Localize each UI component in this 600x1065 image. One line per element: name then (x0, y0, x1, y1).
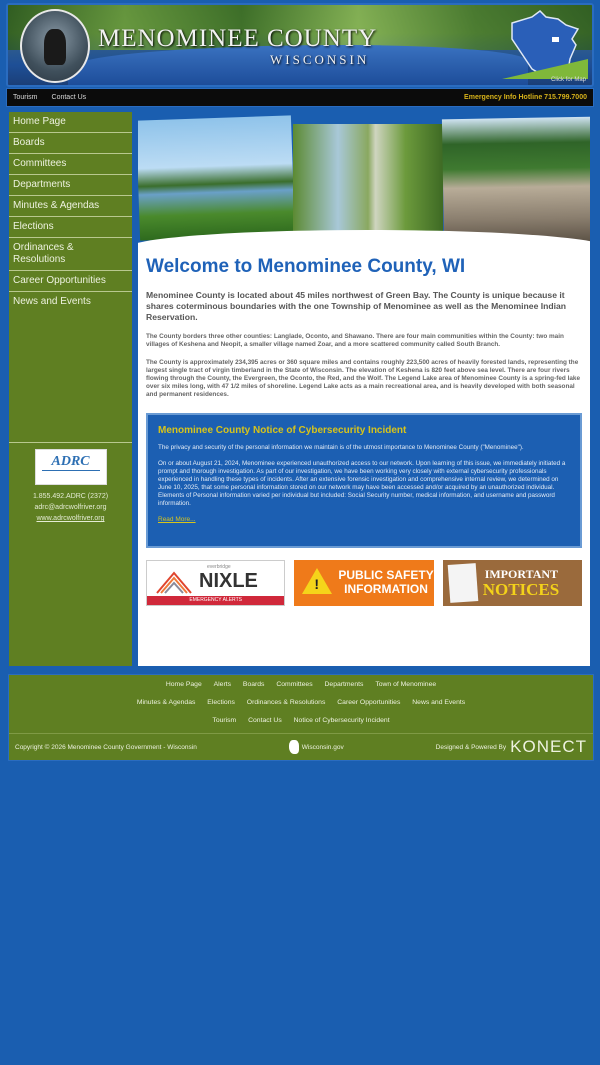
county-seal-logo[interactable] (20, 9, 90, 83)
footer-link-alerts[interactable]: Alerts (213, 681, 232, 688)
notice-paragraph-1: The privacy and security of the personal information we maintain is of the utmost importance to Menominee County ("Menominee"). (158, 444, 524, 451)
content-panel (138, 112, 590, 666)
lake-photo (138, 115, 295, 240)
page-title: Welcome to Menominee County, WI (146, 256, 466, 277)
footer-link-tourism[interactable]: Tourism (212, 717, 237, 724)
top-nav-tourism[interactable]: Tourism (13, 94, 38, 101)
adrc-block (9, 442, 132, 523)
footer-link-ordinances-resolutions[interactable]: Ordinances & Resolutions (246, 699, 326, 706)
nixle-brand: NIXLE (199, 570, 258, 592)
footer-link-contact-us[interactable]: Contact Us (248, 717, 282, 724)
sidebar-item-departments[interactable]: Departments (9, 175, 132, 196)
wisconsin-map-icon[interactable] (502, 9, 588, 79)
sidebar-item-news-events[interactable]: News and Events (13, 296, 91, 307)
footer-link-elections[interactable]: Elections (207, 699, 235, 706)
sidebar-item-career-opportunities[interactable]: Career Opportunities (9, 271, 132, 292)
page-wrapper (6, 3, 594, 761)
sidebar-item-committees[interactable]: Committees (9, 154, 132, 175)
footer-link-town-of-menominee[interactable]: Town of Menominee (375, 681, 437, 688)
adrc-logo-text: ADRC (51, 454, 90, 469)
designed-by-text: Designed & Powered By (435, 743, 507, 751)
promo-badges (146, 560, 582, 606)
notices-label: NOTICES (482, 580, 560, 599)
top-nav (6, 88, 594, 107)
footer-link-departments[interactable]: Departments (324, 681, 364, 688)
footer-link-minutes-agendas[interactable]: Minutes & Agendas (136, 699, 196, 706)
public-safety-text: PUBLIC SAFETY INFORMATION (338, 568, 434, 596)
footer-link-boards[interactable]: Boards (242, 681, 265, 688)
footer-nav-row-2 (9, 693, 593, 711)
wisconsin-gov-link[interactable]: Wisconsin.gov (289, 740, 344, 754)
footer-nav-row-3 (9, 711, 593, 729)
header-banner (6, 3, 594, 87)
sidebar-item-elections[interactable]: Elections (9, 217, 132, 238)
site-subtitle: WISCONSIN (270, 52, 370, 67)
click-for-map-link[interactable]: Click for Map (550, 77, 586, 83)
top-nav-contact-us[interactable]: Contact Us (51, 94, 87, 101)
cybersecurity-notice (146, 413, 582, 548)
nixle-logo-icon (155, 569, 193, 595)
public-safety-info-badge[interactable]: ! PUBLIC SAFETY INFORMATION (294, 560, 433, 606)
footer (8, 674, 594, 761)
everbridge-label: everbridge (207, 564, 231, 570)
footer-bottom-bar (9, 733, 593, 760)
river-rapids-photo (442, 117, 590, 246)
emergency-hotline: Emergency Info Hotline 715.799.7000 (464, 94, 587, 101)
intro-paragraph-2: The County is approximately 234,395 acres or 360 square miles and contains roughly 223,500 acres of heavily forested lands, representing the largest single tract of virgin timberland in the State of Wisconsin. The elevation of Keshena is 820 feet above sea level. There are four rivers flowing through the County, the Evergreen, the Oconto, the Red, and the Wolf. The Legend Lake area of Menominee County is a spring-fed lake over six miles long, with 47 1/2 miles of shoreline. Legend Lake acts as a main recreational area, and is heavily developed with both seasonal and permanent residences. (146, 359, 581, 398)
adrc-email[interactable]: adrc@adrcwolfriver.org (34, 504, 107, 511)
important-notices-badge[interactable] (443, 560, 582, 606)
hero-photo-collage (138, 112, 590, 250)
adrc-logo[interactable] (35, 449, 107, 485)
important-label: IMPORTANT (484, 567, 559, 581)
main-area (6, 110, 594, 668)
footer-link-committees[interactable]: Committees (276, 681, 313, 688)
intro-lead: Menominee County is located about 45 miles northwest of Green Bay. The County is unique because it shares coterminous boundaries with the one Township of Menominee as well as the Menominee Indian Reservation. (146, 290, 567, 322)
adrc-website-link[interactable]: www.adrcwolfriver.org (36, 515, 105, 522)
footer-link-cybersecurity-notice[interactable]: Notice of Cybersecurity Incident (293, 717, 390, 724)
footer-nav-row-1 (9, 675, 593, 693)
site-title[interactable]: MENOMINEE COUNTY (98, 25, 378, 52)
notice-paper-icon (447, 563, 478, 603)
emergency-alerts-bar: EMERGENCY ALERTS (147, 596, 284, 605)
wisconsin-state-icon (289, 740, 299, 754)
notice-paragraph-2: On or about August 21, 2024, Menominee experienced unauthorized access to our network. Upon learning of this issue, we immediately initiated a prompt and thorough investigation. As part of our investigation, we have been working very closely with external cybersecurity professionals experienced in handling these types of incidents. After an extensive forensic investigation and comprehensive internal review, we determined on June 10, 2025, that some personal information stored on our network may have been accessed and/or acquired by an unauthorized individual. Elements of Personal information varied per individual but included: Social Security number, medical information, and username and password information. (158, 460, 566, 507)
footer-link-career-opportunities[interactable]: Career Opportunities (337, 699, 401, 706)
intro-paragraph-1: The County borders three other counties: Langlade, Oconto, and Shawano. There are four main communities within the County: two main villages of Keshena and Neopit, a smaller village named Zoar, and a more scattered community called South Branch. (146, 333, 564, 348)
nixle-alerts-badge[interactable] (146, 560, 285, 606)
sidebar-item-home-page[interactable]: Home Page (9, 112, 132, 133)
eagle-icon (44, 29, 66, 65)
notice-title: Menominee County Notice of Cybersecurity Incident (158, 425, 407, 436)
copyright-text: Copyright © 2026 Menominee County Government - Wisconsin (15, 743, 197, 751)
sidebar-item-minutes-agendas[interactable]: Minutes & Agendas (9, 196, 132, 217)
sidebar-item-ordinances-resolutions[interactable]: Ordinances & Resolutions (9, 238, 132, 271)
adrc-phone: 1.855.492.ADRC (2372) (32, 493, 109, 500)
read-more-link[interactable]: Read More... (158, 516, 196, 523)
footer-link-home-page[interactable]: Home Page (165, 681, 202, 688)
footer-link-news-events[interactable]: News and Events (412, 699, 466, 706)
sidebar-item-boards[interactable]: Boards (9, 133, 132, 154)
konect-logo[interactable]: KONECT (510, 737, 587, 756)
sidebar-nav (9, 112, 132, 666)
